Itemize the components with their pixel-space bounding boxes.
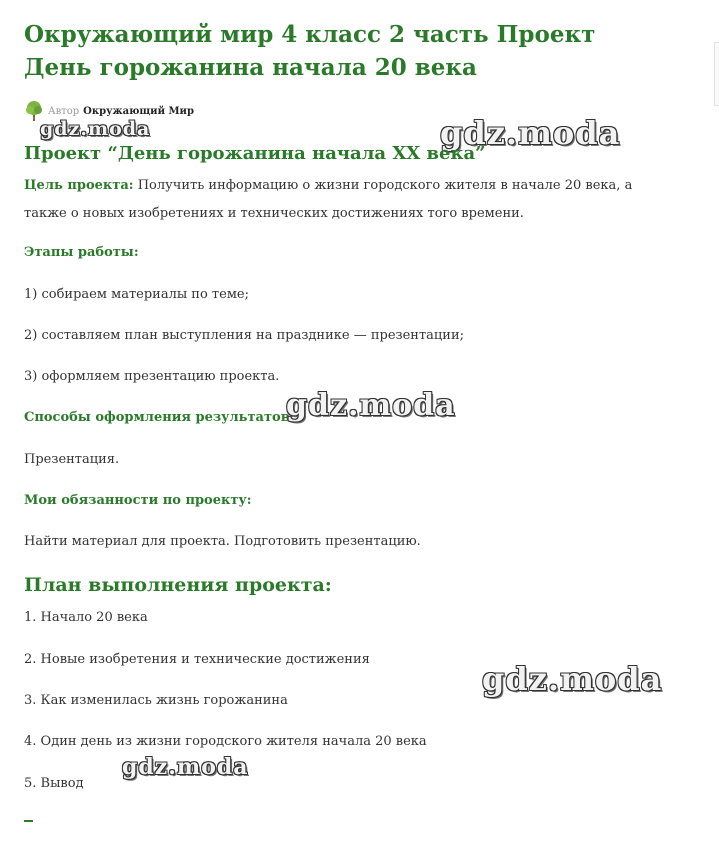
goal-text: Получить информацию о жизни городского жителя в начале 20 века, а также о новых изобретениях и технических достижениях того времени. [24,178,633,221]
duties-label: Мои обязанности по проекту: [24,493,252,508]
page-title: Окружающий мир 4 класс 2 часть Проект День горожанина начала 20 века [24,21,596,81]
stage-item: 1) собираем материалы по теме; [24,287,249,302]
stage-item: 2) составляем план выступления на празднике — презентации; [24,328,464,343]
goal-label: Цель проекта: [24,178,134,193]
watermark: gdz.moda [286,388,456,423]
project-goal [24,172,664,228]
plan-heading: План выполнения проекта: [24,574,332,596]
results-text: Презентация. [24,452,120,467]
plan-item: 2. Новые изобретения и технические достижения [24,652,370,667]
sidebar-edge [714,42,719,106]
plan-item: 1. Начало 20 века [24,610,148,625]
watermark: gdz.moda [40,118,151,140]
watermark: gdz.moda [482,660,663,698]
stages-label: Этапы работы: [24,245,139,260]
author-name[interactable]: Окружающий Мир [83,105,194,117]
project-heading: Проект “День горожанина начала XX века” [24,143,486,164]
watermark: gdz.moda [440,114,621,152]
watermark: gdz.moda [122,754,249,780]
stage-item: 3) оформляем презентацию проекта. [24,369,280,384]
plan-item: 4. Один день из жизни городского жителя начала 20 века [24,734,427,749]
breadcrumb [24,0,714,4]
plan-item: 5. Вывод [24,776,84,791]
author-prefix: Автор [48,105,80,117]
duties-text: Найти материал для проекта. Подготовить презентацию. [24,534,421,549]
plan-item: 3. Как изменилась жизнь горожанина [24,693,288,708]
results-label: Способы оформления результатов: [24,410,295,425]
divider-dash [24,820,33,822]
